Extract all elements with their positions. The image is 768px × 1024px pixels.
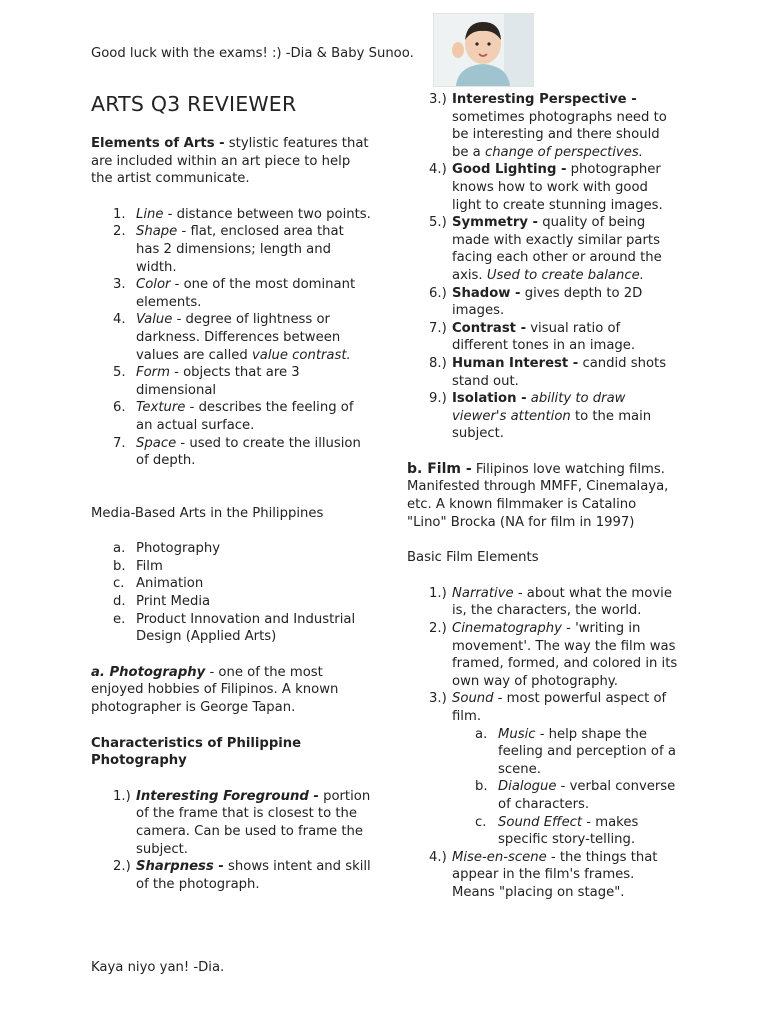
film-paragraph — [407, 461, 679, 531]
characteristics-list-left — [91, 788, 371, 894]
list-letter: b. — [475, 779, 488, 795]
list-item — [113, 399, 371, 434]
characteristic-term: Interesting Foreground - — [136, 788, 319, 804]
list-letter: a. — [113, 541, 126, 557]
element-emphasis: value contrast. — [251, 347, 351, 363]
photography-paragraph — [91, 664, 371, 717]
list-item — [113, 540, 371, 558]
list-item — [113, 558, 371, 576]
film-element-term: Mise-en-scene — [452, 849, 547, 865]
film-element-term: Narrative — [452, 585, 514, 601]
characteristic-def: to the main subject. — [452, 408, 652, 442]
film-element-def: - 'writing in movement'. The way the film was framed, formed, and colored in its own way of photography. — [452, 621, 678, 689]
media-item: Print Media — [136, 594, 211, 610]
media-list — [91, 540, 371, 646]
media-item: Animation — [136, 576, 204, 592]
media-item: Photography — [136, 541, 221, 557]
child-photo-illustration — [434, 14, 533, 86]
list-item — [429, 690, 679, 725]
list-item — [113, 206, 371, 224]
list-letter: c. — [113, 576, 125, 592]
element-term: Shape — [136, 224, 178, 240]
list-number: 3.) — [429, 92, 447, 107]
film-element-def: - about what the movie is, the characters, the world. — [452, 585, 672, 619]
element-term: Color — [136, 277, 171, 293]
characteristic-def: shows intent and skill of the photograph. — [136, 859, 371, 892]
characteristic-def: candid shots stand out. — [452, 355, 667, 389]
characteristic-term: Sharpness - — [136, 859, 224, 875]
list-item — [113, 435, 371, 470]
list-number: 1.) — [429, 585, 447, 601]
left-column — [91, 135, 371, 893]
characteristic-def: portion of the frame that is closest to the camera. Can be used to frame the subject. — [136, 788, 371, 857]
characteristic-emphasis: ability to draw viewer's attention — [452, 391, 626, 424]
list-item — [113, 575, 371, 593]
list-item — [113, 311, 371, 364]
child-photo — [433, 13, 534, 87]
element-term: Line - — [136, 206, 173, 222]
characteristic-def: sometimes photographs need to be interesting and there should be a — [452, 109, 667, 160]
list-letter: a. — [475, 726, 488, 742]
list-item — [429, 355, 679, 390]
characteristic-term: Shadow - — [452, 285, 521, 301]
list-item — [429, 320, 679, 355]
list-item — [113, 593, 371, 611]
characteristics-list-right — [407, 91, 679, 443]
sound-def: - makes specific story-telling. — [498, 814, 639, 848]
list-letter: c. — [475, 814, 487, 830]
list-letter: b. — [113, 558, 126, 574]
list-number: 7. — [113, 435, 126, 451]
list-number: 1. — [113, 206, 126, 222]
elements-term: Elements of Arts - — [91, 136, 225, 151]
characteristic-term: Contrast - — [452, 320, 527, 336]
characteristic-def: gives depth to 2D images. — [452, 285, 643, 319]
characteristic-emphasis: Used to create balance. — [486, 267, 644, 283]
characteristic-term: Interesting Perspective - — [452, 92, 637, 107]
element-def: - describes the feeling of an actual surface. — [136, 400, 354, 433]
media-item: Film — [136, 558, 163, 574]
characteristic-term: Isolation - — [452, 391, 527, 407]
list-item — [113, 611, 371, 646]
film-element-term: Sound — [452, 691, 494, 707]
list-number: 3. — [113, 277, 126, 293]
list-item — [429, 91, 679, 161]
sound-def: - help shape the feeling and perception of a scene. — [498, 726, 676, 777]
list-item — [429, 214, 679, 284]
elements-intro — [91, 135, 371, 188]
list-number: 1.) — [113, 788, 131, 804]
element-def: distance between two points. — [172, 206, 371, 222]
sound-term: Music — [498, 726, 536, 742]
element-def: - flat, enclosed area that has 2 dimensions; length and width. — [136, 224, 344, 275]
element-term: Value — [136, 312, 173, 328]
sound-def: - verbal converse of characters. — [498, 779, 676, 812]
list-item — [113, 223, 371, 276]
page-title: ARTS Q3 REVIEWER — [91, 92, 297, 116]
list-item — [113, 364, 371, 399]
list-item — [475, 814, 679, 849]
footer-note: Kaya niyo yan! -Dia. — [91, 960, 225, 975]
list-item — [475, 778, 679, 813]
list-number: 4. — [113, 312, 126, 328]
list-item — [113, 788, 371, 858]
list-number: 4.) — [429, 162, 447, 178]
characteristic-emphasis: change of perspectives. — [484, 144, 643, 160]
characteristic-def: visual ratio of different tones in an image. — [452, 320, 636, 354]
element-def: - degree of lightness or darkness. Differences between values are called — [136, 312, 341, 363]
right-column — [407, 91, 679, 902]
list-item — [113, 858, 371, 893]
photography-term: a. Photography — [91, 664, 206, 680]
list-item — [429, 620, 679, 690]
list-letter: e. — [113, 611, 126, 627]
characteristics-heading: Characteristics of Philippine Photography — [91, 735, 302, 769]
film-term: b. Film - — [407, 460, 472, 477]
list-number: 5. — [113, 365, 126, 381]
elements-list — [91, 206, 371, 470]
element-term: Space — [136, 435, 177, 451]
film-elements-heading: Basic Film Elements — [407, 550, 539, 566]
list-number: 4.) — [429, 849, 447, 865]
film-element-term: Cinematography — [452, 621, 562, 637]
list-number: 9.) — [429, 391, 447, 407]
list-number: 2.) — [429, 621, 447, 637]
film-def: Filipinos love watching films. Manifested through MMFF, Cinemalaya, etc. A known filmmaker is Catalino "Lino" Brocka (NA for film in 1997) — [407, 461, 669, 530]
list-number: 6. — [113, 400, 126, 416]
list-letter: d. — [113, 594, 126, 610]
film-element-def: - the things that appear in the film's frames. Means "placing on stage". — [452, 849, 658, 900]
element-term: Form — [136, 365, 170, 381]
list-number: 8.) — [429, 355, 447, 371]
list-item — [429, 161, 679, 214]
element-def: - objects that are 3 dimensional — [136, 365, 300, 398]
element-def: - used to create the illusion of depth. — [136, 435, 361, 469]
list-number: 7.) — [429, 320, 447, 336]
list-number: 2.) — [113, 859, 131, 875]
characteristic-def: photographer knows how to work with good light to create stunning images. — [452, 162, 663, 213]
characteristic-def: quality of being made with exactly similar parts facing each other or around the axis. — [452, 215, 662, 283]
list-item — [429, 585, 679, 620]
list-number: 6.) — [429, 285, 447, 301]
list-number: 2. — [113, 224, 126, 240]
list-item — [113, 276, 371, 311]
list-item — [429, 285, 679, 320]
elements-def: stylistic features that are included within an art piece to help the artist communicate. — [91, 136, 369, 187]
film-element-def: - most powerful aspect of film. — [452, 691, 667, 724]
list-item — [429, 849, 679, 902]
film-elements-list — [407, 585, 679, 902]
list-item — [475, 726, 679, 779]
media-heading: Media-Based Arts in the Philippines — [91, 505, 324, 521]
element-term: Texture — [136, 400, 186, 416]
characteristic-term: Good Lighting - — [452, 162, 567, 178]
sound-sublist — [429, 726, 679, 849]
list-item — [429, 390, 679, 443]
media-item: Product Innovation and Industrial Design (Applied Arts) — [136, 611, 356, 645]
element-def: - one of the most dominant elements. — [136, 277, 356, 310]
header-note: Good luck with the exams! :) -Dia & Baby Sunoo. — [91, 46, 414, 61]
characteristic-term: Human Interest - — [452, 355, 579, 371]
list-number: 5.) — [429, 215, 447, 231]
list-number: 3.) — [429, 691, 447, 707]
sound-term: Dialogue — [498, 779, 557, 795]
characteristic-term: Symmetry - — [452, 215, 538, 231]
sound-term: Sound Effect — [498, 814, 583, 830]
photography-def: - one of the most enjoyed hobbies of Filipinos. A known photographer is George Tapan. — [91, 664, 339, 716]
